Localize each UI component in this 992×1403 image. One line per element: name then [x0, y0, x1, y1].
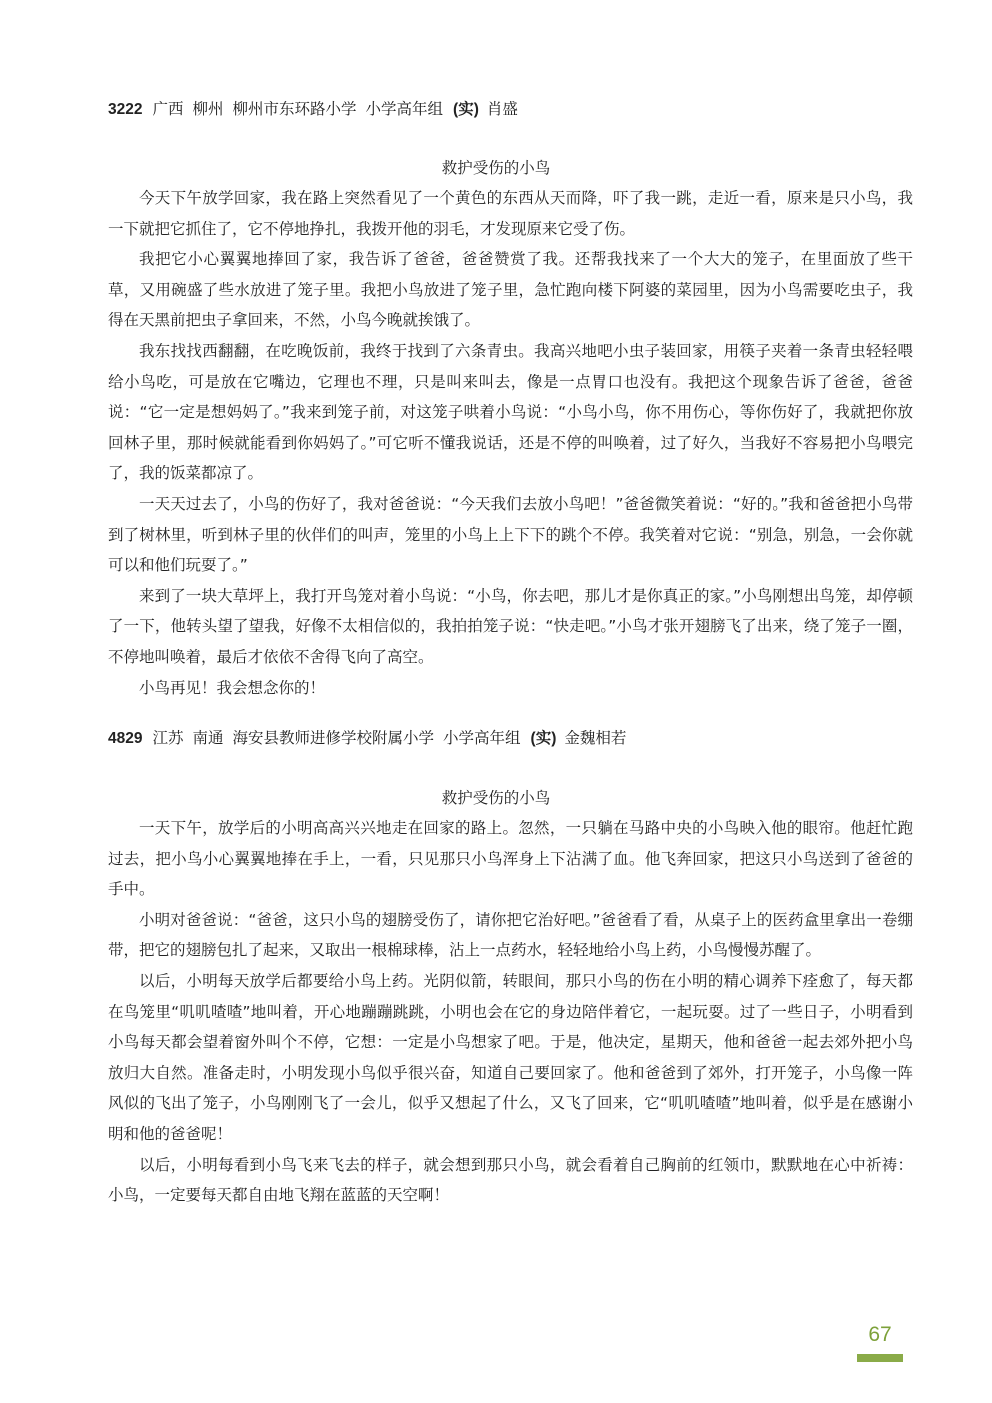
entry-school: 柳州市东环路小学 [232, 100, 357, 118]
entry-tag: (实) [530, 730, 557, 747]
essay-title-1: 救护受伤的小鸟 [441, 159, 551, 177]
entry-group: 小学高年组 [365, 100, 444, 118]
entry-province: 广西 [152, 100, 184, 118]
paragraph: 一天下午，放学后的小明高高兴兴地走在回家的路上。忽然，一只躺在马路中央的小鸟映入他的眼帘。他赶忙跑过去，把小鸟小心翼翼地捧在手上，一看，只见那只小鸟浑身上下沾满了血。他飞奔回家，把这只小鸟送到了爸爸的手中。 [108, 819, 913, 899]
entry-city: 柳州 [192, 100, 224, 118]
entry-province: 江苏 [152, 729, 184, 747]
entry-number: 4829 [108, 730, 143, 747]
paragraph: 一天天过去了，小鸟的伤好了，我对爸爸说：“今天我们去放小鸟吧！”爸爸微笑着说：“好的。”我和爸爸把小鸟带到了树林里，听到林子里的伙伴们的叫声，笼里的小鸟上上下下的跳个不停。我笑着对它说：“别急，别急，一会你就可以和他们玩耍了。” [108, 494, 913, 575]
entry-group: 小学高年组 [443, 729, 521, 747]
paragraph: 我东找找西翻翻，在吃晚饭前，我终于找到了六条青虫。我高兴地吧小虫子装回家，用筷子夹着一条青虫轻轻喂给小鸟吃，可是放在它嘴边，它理也不理，只是叫来叫去，像是一点胃口也没有。我把这个现象告诉了爸爸，爸爸说：“它一定是想妈妈了。”我来到笼子前，对这笼子哄着小鸟说：“小鸟小鸟，你不用伤心，等你伤好了，我就把你放回林子里，那时候就能看到你妈妈了。”可它听不懂我说话，还是不停的叫唤着，过了好久，当我好不容易把小鸟喂完了，我的饭菜都凉了。 [108, 341, 913, 483]
paragraph: 小鸟再见！我会想念你的！ [139, 678, 326, 697]
entry-tag: (实) [453, 101, 479, 118]
entry-author: 金魏相若 [564, 729, 627, 747]
paragraph: 我把它小心翼翼地捧回了家，我告诉了爸爸，爸爸赞赏了我。还帮我找来了一个大大的笼子，在里面放了些干草，又用碗盛了些水放进了笼子里。我把小鸟放进了笼子里，急忙跑向楼下阿婆的菜园里，因为小鸟需要吃虫子，我得在天黑前把虫子拿回来，不然，小鸟今晚就挨饿了。 [108, 250, 913, 330]
paragraph: 今天下午放学回家，我在路上突然看见了一个黄色的东西从天而降，吓了我一跳，走近一看，原来是只小鸟，我一下就把它抓住了，它不停地挣扎，我拨开他的羽毛，才发现原来它受了伤。 [108, 189, 913, 238]
entry-school: 海安县教师进修学校附属小学 [232, 729, 435, 747]
essay-body-2 [108, 813, 913, 1211]
page-number-bar [857, 1354, 903, 1362]
entry-city: 南通 [192, 729, 224, 747]
page-number: 67 [868, 1323, 892, 1346]
essay-title-2: 救护受伤的小鸟 [441, 789, 551, 807]
entry-author: 肖盛 [486, 100, 518, 118]
paragraph: 以后，小明每天放学后都要给小鸟上药。光阴似箭，转眼间，那只小鸟的伤在小明的精心调养下痊愈了，每天都在鸟笼里“叽叽喳喳”地叫着，开心地蹦蹦跳跳，小明也会在它的身边陪伴着它，一起玩耍。过了一些日子，小明看到小鸟每天都会望着窗外叫个不停，它想：一定是小鸟想家了吧。于是，他决定，星期天，他和爸爸一起去郊外把小鸟放归大自然。准备走时，小明发现小鸟似乎很兴奋，知道自己要回家了。他和爸爸到了郊外，打开笼子，小鸟像一阵风似的飞出了笼子，小鸟刚刚飞了一会儿，似乎又想起了什么，又飞了回来，它“叽叽喳喳”地叫着，似乎是在感谢小明和他的爸爸呢！ [108, 971, 913, 1143]
essay-body-1 [108, 183, 913, 703]
paragraph: 小明对爸爸说：“爸爸，这只小鸟的翅膀受伤了，请你把它治好吧。”爸爸看了看，从桌子上的医药盒里拿出一卷绷带，把它的翅膀包扎了起来，又取出一根棉球棒，沾上一点药水，轻轻地给小鸟上药，小鸟慢慢苏醒了。 [108, 910, 913, 960]
paragraph: 以后，小明每看到小鸟飞来飞去的样子，就会想到那只小鸟，就会看着自己胸前的红领巾，默默地在心中祈祷：小鸟，一定要每天都自由地飞翔在蓝蓝的天空啊！ [108, 1155, 913, 1205]
entry-header-2 [108, 728, 626, 749]
entry-header-1 [108, 99, 518, 120]
entry-number: 3222 [108, 101, 143, 118]
paragraph: 来到了一块大草坪上，我打开鸟笼对着小鸟说：“小鸟，你去吧，那儿才是你真正的家。”小鸟刚想出鸟笼，却停顿了一下，他转头望了望我，好像不太相信似的，我拍拍笼子说：“快走吧。”小鸟才张开翅膀飞了出来，绕了笼子一圈，不停地叫唤着，最后才依依不舍得飞向了高空。 [108, 586, 913, 666]
